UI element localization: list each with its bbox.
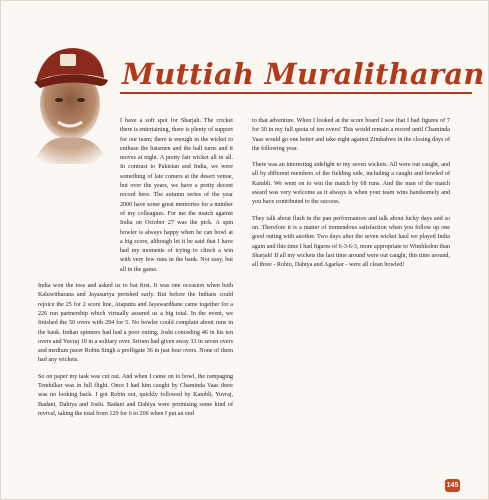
page-number-badge: 145 [445, 479, 460, 492]
article-right-column [252, 117, 450, 277]
article-paragraph: to that adventure. When I looked at the score board I saw that I had figures of 7 for 30 in my full quota of ten overs! This would remain a record until Chaminda Vaas would go one better and take eight against Zimbabwe in the closing days of the following year. [252, 118, 450, 152]
article-paragraph: So on paper my task was cut out. And when I came on to bowl, the rampaging Tendulkar was in full flight. Once I had him caught by Chaminda Vaas there was no looking back. I got Robin out, quickly followed by Kambli, Yuvraj, Badani, Dahiya and Joshi. Badani and Dahiya were promising some kind of revival, taking the total from 129 for 6 to 206 when I put an end [38, 373, 233, 417]
article-paragraph: There was an interesting sidelight to my seven wickets. All were out caught, and all by different members of the fielding side, including a caught and bowled of Kambli. We went on to win the match by 68 runs. And the man of the match award was very welcome as it always is when your team wins handsomely and you have contributed to the success. [252, 162, 450, 206]
article-paragraph: I have a soft spot for Sharjah. The cricket there is entertaining, there is plenty of support for our team; there is enough in the wicket to enthuse the batsmen and the ball turns and it moves at night. A pretty fair wicket all in all. In contrast to Pakistan and India, we were something of late comers at the desert venue, but over the years, we have a pretty decent record here. The autumn series of the year 2000 have some great memories for a number of my colleagues. For me the match against India on October 27 was the pick. A spin bowler is always happy when he can bowl at a big score, although let it be said that I have had my moments of trying to clinch a win with very few runs in the bank. Not easy, but all in the game. [120, 118, 233, 273]
article-paragraph: They talk about flash in the pan performances and talk about lucky days and so on. Therefore it is a matter of tremendous satisfaction when you follow up one good outing with another. Two days after the seven wicket haul we played India again and this time I had figures of 6-3-6-3, more appropriate to Wimbledon than Sharjah! If all my wickets the last time around were out caught, this time around, all three - Robin, Dahiya and Agarkar - were all clean bowled! [252, 215, 450, 269]
article-left-column [38, 117, 233, 426]
article-paragraph: India won the toss and asked us to bat first. It was one occasion when both Kaluwitharana and Jayasuriya perished early. But before the Indians could rejoice the 25 for 2 score line, Ataputtu and Jayawardhane came together for a 226 run partnership which virtually assured us a big total. In the event, we finished the 50 overs with 294 for 5. No bowler could complain about runs in the bank. Indian spinners had had a poor outing, Joshi conceding 46 in his ten overs and Yuvraj 10 in a solitary over. Sriram had given away 33 in seven overs and medium pacer Robin Singh a profligate 36 in just four overs. None of them had any wickets. [38, 283, 233, 364]
page-title: Muttiah Muralitharan [122, 57, 485, 91]
title-divider [120, 92, 472, 94]
